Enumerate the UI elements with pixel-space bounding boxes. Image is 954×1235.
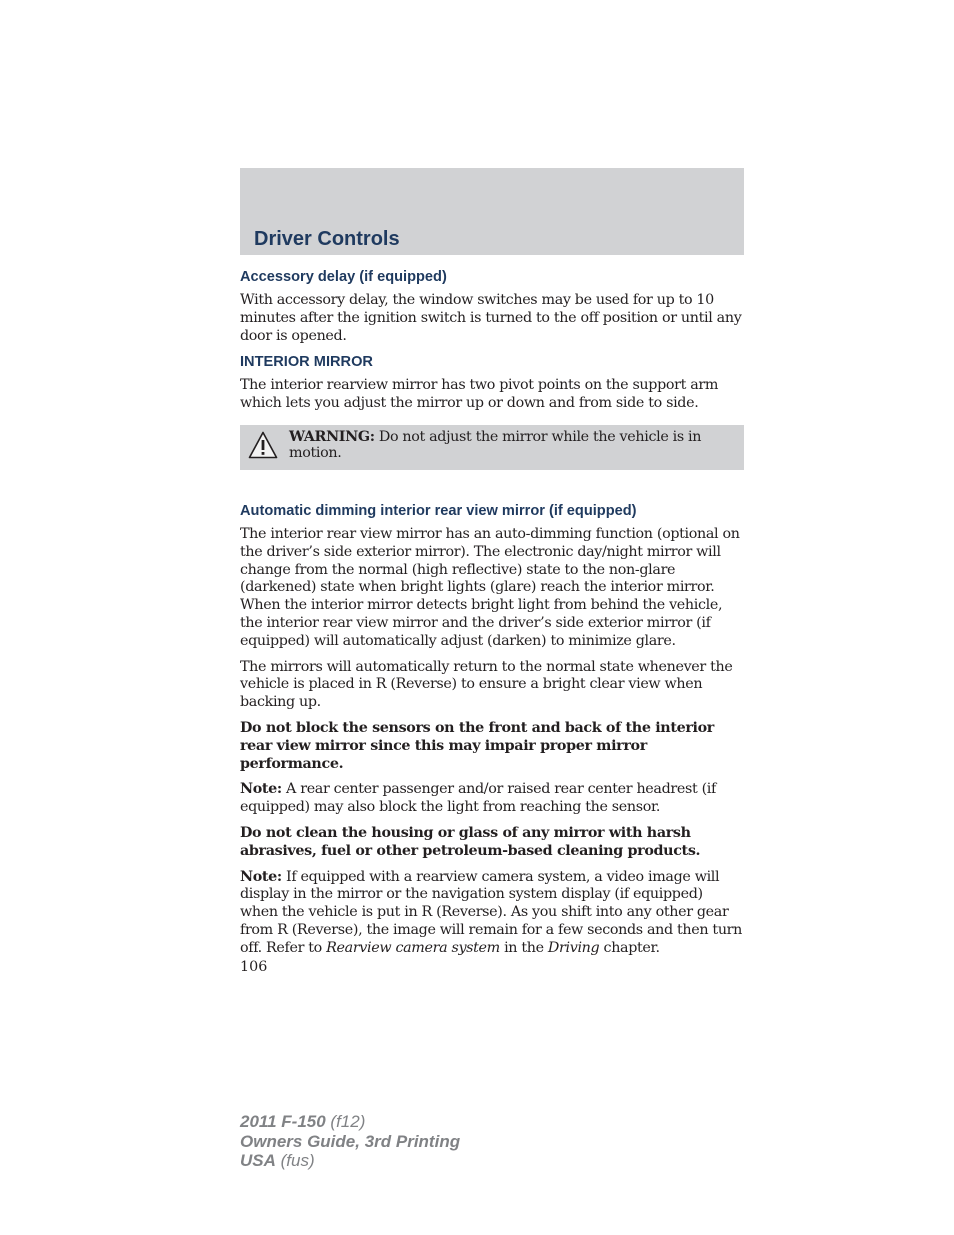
section-title: Driver Controls [254,228,400,250]
note-label: Note: [240,868,282,885]
rearview-camera-reference: Rearview camera system [326,939,500,956]
sensor-caution: Do not block the sensors on the front and back of the interior rear view mirror since this may impair proper mirror performance. [240,719,714,772]
cleaning-caution: Do not clean the housing or glass of any mirror with harsh abrasives, fuel or other petroleum-based cleaning products. [240,824,701,859]
print-footer [240,1112,460,1171]
note-text: in the [499,939,548,956]
note-camera [240,869,744,958]
warning-label: WARNING: [289,428,375,445]
interior-mirror-heading: INTERIOR MIRROR [240,354,373,371]
footer-model: 2011 F-150 [240,1112,326,1131]
footer-market: USA [240,1151,276,1170]
auto-dimming-para-1: The interior rear view mirror has an auto-dimming function (optional on the driver’s side exterior mirror). The electronic day/night mirror will change from the normal (high reflective) state to the non-glare (darkened) state when bright lights (glare) reach the interior mirror. When the interior mirror detects bright light from behind the vehicle, the interior rear view mirror and the driver’s side exterior mirror (if equipped) will automatically adjust (darken) to minimize glare. [240,525,740,649]
interior-mirror-body: The interior rearview mirror has two pivot points on the support arm which lets you adjust the mirror up or down and from side to side. [240,377,719,412]
footer-market-code: (fus) [275,1151,315,1170]
note-text: If equipped with a rearview camera system, a video image will display in the mirror or the navigation system display (if equipped) when the vehicle is put in R (Reverse). As you shift into any other gear from R (Reverse), the image will remain for a few seconds and then turn off. Refer to [240,868,743,956]
note-label: Note: [240,781,282,798]
footer-model-code: (f12) [325,1112,366,1131]
auto-dimming-heading: Automatic dimming interior rear view mirror (if equipped) [240,502,637,519]
driving-chapter-reference: Driving [547,939,600,956]
page-content [240,268,744,976]
footer-guide-line [240,1132,460,1152]
accessory-delay-body: With accessory delay, the window switches may be used for up to 10 minutes after the ignition switch is turned to the off position or until any door is opened. [240,292,742,344]
footer-guide: Owners Guide, 3rd Printing [240,1131,461,1151]
warning-message: Do not adjust the mirror while the vehicle is in motion. [289,428,702,462]
warning-text [289,429,714,462]
warning-triangle-icon [248,431,278,459]
note-text: chapter. [599,939,660,956]
note-text: A rear center passenger and/or raised rear center headrest (if equipped) may also block the light from reaching the sensor. [240,781,716,816]
note-headrest [240,781,744,817]
footer-market-line [240,1151,460,1171]
section-header-band [240,168,744,255]
auto-dimming-para-2: The mirrors will automatically return to the normal state whenever the vehicle is placed in R (Reverse) to ensure a bright clear view when backing up. [240,658,733,711]
warning-box [240,425,744,470]
accessory-delay-heading: Accessory delay (if equipped) [240,269,447,285]
footer-model-line [240,1112,460,1132]
page-number: 106 [240,958,268,975]
